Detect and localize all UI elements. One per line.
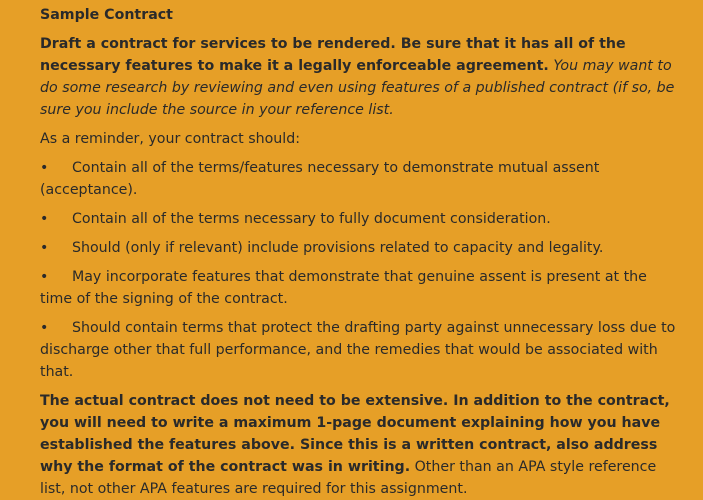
list-item-text: Should (only if relevant) include provisions related to capacity and legality. bbox=[72, 240, 604, 256]
list-item bbox=[40, 157, 679, 201]
intro-bold-text: Draft a contract for services to be rendered. Be sure that it has all of the necessary features to make it a legally enforceable agreement. bbox=[40, 36, 626, 74]
list-item bbox=[40, 208, 679, 230]
bullet-icon: • bbox=[40, 211, 49, 227]
list-item-text: Contain all of the terms/features necessary to demonstrate mutual assent (acceptance). bbox=[40, 160, 600, 198]
list-item-text: Contain all of the terms necessary to fully document consideration. bbox=[72, 211, 551, 227]
document-title: Sample Contract bbox=[40, 7, 173, 23]
closing-regular-text: Other than an APA style reference list, not other APA features are required for this assignment. bbox=[40, 459, 657, 497]
list-item bbox=[40, 266, 679, 310]
list-item bbox=[40, 317, 679, 383]
requirements-list bbox=[40, 157, 679, 383]
bullet-icon: • bbox=[40, 320, 49, 336]
reminder-text: As a reminder, your contract should: bbox=[40, 131, 301, 147]
intro-italic-text: You may want to do some research by reviewing and even using features of a published contract (if so, be sure you include the source in your reference list. bbox=[40, 58, 675, 118]
list-item-text: May incorporate features that demonstrate that genuine assent is present at the time of the signing of the contract. bbox=[40, 269, 647, 307]
list-item-text: Should contain terms that protect the drafting party against unnecessary loss due to discharge other that full performance, and the remedies that would be associated with that. bbox=[40, 320, 676, 380]
intro-paragraph bbox=[40, 33, 679, 121]
closing-paragraph bbox=[40, 390, 679, 500]
bullet-icon: • bbox=[40, 269, 49, 285]
list-item bbox=[40, 237, 679, 259]
closing-bold-text: The actual contract does not need to be extensive. In addition to the contract, you will need to write a maximum 1-page document explaining how you have established the features above. Since this is a written contract, also address why the format of the contract was in writing. bbox=[40, 393, 670, 475]
bullet-icon: • bbox=[40, 160, 49, 176]
bullet-icon: • bbox=[40, 240, 49, 256]
